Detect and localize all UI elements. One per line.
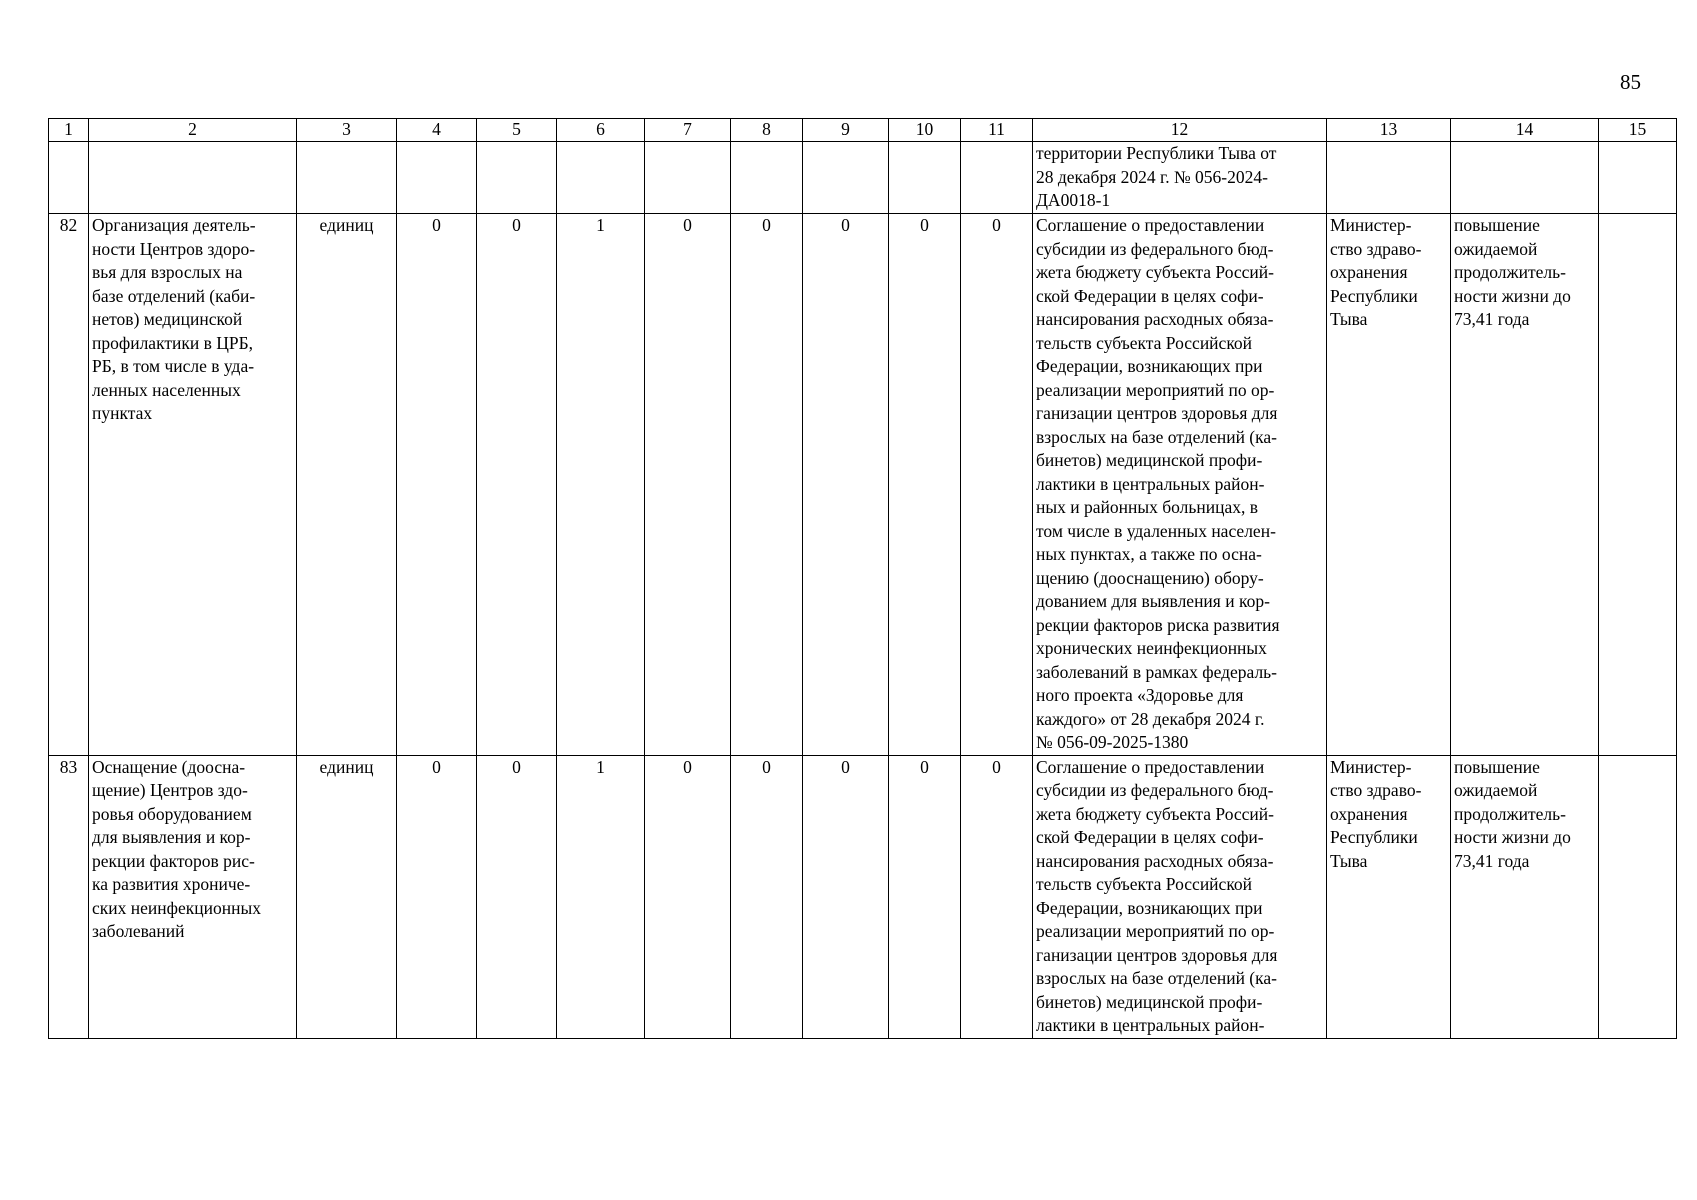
value-cell-9: 0	[803, 755, 889, 1038]
value-cell-7: 0	[645, 755, 731, 1038]
unit-cell	[297, 142, 397, 214]
measure-name	[89, 142, 297, 214]
column-header: 12	[1033, 119, 1327, 142]
row-number: 83	[49, 755, 89, 1038]
column-header: 13	[1327, 119, 1451, 142]
value-cell-4	[397, 142, 477, 214]
unit-cell: единиц	[297, 214, 397, 756]
column-header: 11	[961, 119, 1033, 142]
page-number: 85	[1620, 70, 1641, 94]
measures-table	[48, 118, 1677, 1039]
document-cell: Соглашение о предоставлении субсидии из федерального бюд- жета бюджету субъекта Россий- ской Федерации в целях софи- нансирования расходных обяза- тельств субъекта Российской Федерации, возникающих при реализации мероприятий по ор- ганизации центров здоровья для взрослых на базе отделений (ка- бинетов) медицинской профи- лактики в центральных район-	[1033, 755, 1327, 1038]
value-cell-11	[961, 142, 1033, 214]
result-cell: повышение ожидаемой продолжитель- ности жизни до 73,41 года	[1451, 755, 1599, 1038]
table-row-83	[49, 755, 1677, 1038]
value-cell-5: 0	[477, 214, 557, 756]
column-header: 1	[49, 119, 89, 142]
value-cell-6: 1	[557, 755, 645, 1038]
value-cell-4: 0	[397, 755, 477, 1038]
column-15-cell	[1599, 214, 1677, 756]
value-cell-10	[889, 142, 961, 214]
column-header: 3	[297, 119, 397, 142]
table-row-continuation	[49, 142, 1677, 214]
result-cell	[1451, 142, 1599, 214]
column-header: 15	[1599, 119, 1677, 142]
column-header: 8	[731, 119, 803, 142]
column-header: 7	[645, 119, 731, 142]
value-cell-7	[645, 142, 731, 214]
value-cell-9: 0	[803, 214, 889, 756]
value-cell-4: 0	[397, 214, 477, 756]
value-cell-11: 0	[961, 755, 1033, 1038]
column-header: 10	[889, 119, 961, 142]
value-cell-7: 0	[645, 214, 731, 756]
responsible-cell: Министер- ство здраво- охранения Республики Тыва	[1327, 755, 1451, 1038]
value-cell-9	[803, 142, 889, 214]
value-cell-5: 0	[477, 755, 557, 1038]
column-header: 5	[477, 119, 557, 142]
column-15-cell	[1599, 755, 1677, 1038]
row-number	[49, 142, 89, 214]
value-cell-8	[731, 142, 803, 214]
column-header: 2	[89, 119, 297, 142]
measure-name: Оснащение (доосна- щение) Центров здо- ровья оборудованием для выявления и кор- рекции факторов рис- ка развития хрониче- ских неинфекционных заболеваний	[89, 755, 297, 1038]
column-number-row	[49, 119, 1677, 142]
table-row-82	[49, 214, 1677, 756]
row-number: 82	[49, 214, 89, 756]
value-cell-10: 0	[889, 755, 961, 1038]
value-cell-8: 0	[731, 755, 803, 1038]
value-cell-6: 1	[557, 214, 645, 756]
value-cell-11: 0	[961, 214, 1033, 756]
unit-cell: единиц	[297, 755, 397, 1038]
column-header: 14	[1451, 119, 1599, 142]
value-cell-10: 0	[889, 214, 961, 756]
column-15-cell	[1599, 142, 1677, 214]
responsible-cell	[1327, 142, 1451, 214]
value-cell-6	[557, 142, 645, 214]
column-header: 6	[557, 119, 645, 142]
document-cell: территории Республики Тыва от 28 декабря 2024 г. № 056-2024- ДА0018-1	[1033, 142, 1327, 214]
measure-name: Организация деятель- ности Центров здоро- вья для взрослых на базе отделений (каби- нетов) медицинской профилактики в ЦРБ, РБ, в том числе в уда- ленных населенных пунктах	[89, 214, 297, 756]
result-cell: повышение ожидаемой продолжитель- ности жизни до 73,41 года	[1451, 214, 1599, 756]
responsible-cell: Министер- ство здраво- охранения Республики Тыва	[1327, 214, 1451, 756]
value-cell-5	[477, 142, 557, 214]
column-header: 4	[397, 119, 477, 142]
value-cell-8: 0	[731, 214, 803, 756]
document-cell: Соглашение о предоставлении субсидии из федерального бюд- жета бюджету субъекта Россий- ской Федерации в целях софи- нансирования расходных обяза- тельств субъекта Российской Федерации, возникающих при реализации мероприятий по ор- ганизации центров здоровья для взрослых на базе отделений (ка- бинетов) медицинской профи- лактики в центральных район- ных и районных больницах, в том числе в удаленных населен- ных пунктах, а также по осна- щению (дооснащению) обору- дованием для выявления и кор- рекции факторов риска развития хронических неинфекционных заболеваний в рамках федераль- ного проекта «Здоровье для каждого» от 28 декабря 2024 г. № 056-09-2025-1380	[1033, 214, 1327, 756]
column-header: 9	[803, 119, 889, 142]
